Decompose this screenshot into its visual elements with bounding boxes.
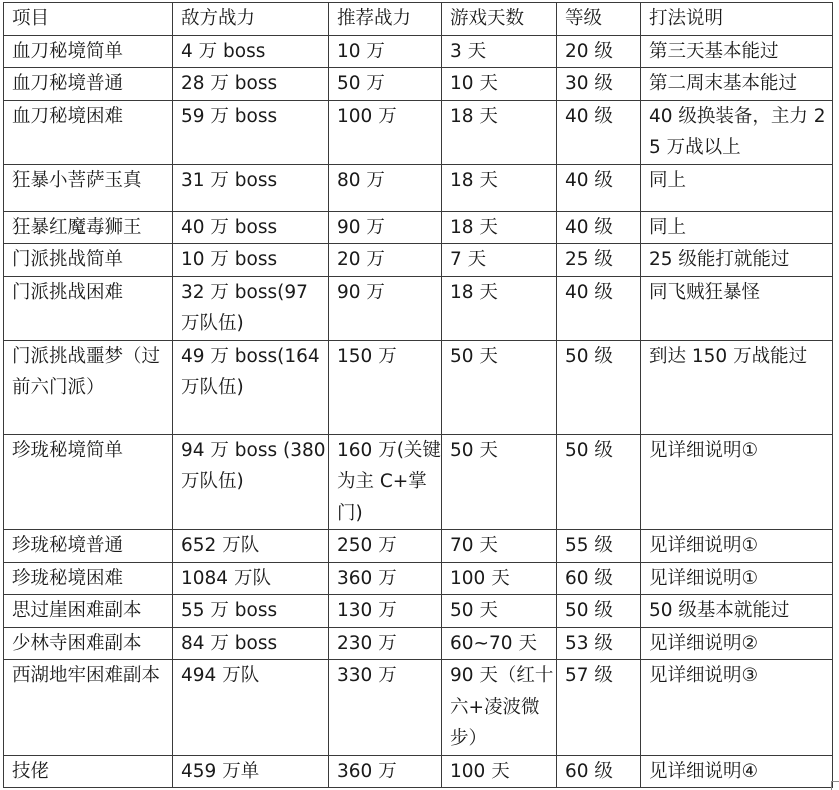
cell-strategy: 同上: [641, 164, 833, 211]
cell-game-days: 50 天: [442, 434, 557, 530]
cell-level: 50 级: [557, 595, 641, 628]
cell-recommended-power: 130 万: [329, 595, 442, 628]
cell-item: 技佬: [4, 755, 173, 788]
cell-game-days: 18 天: [442, 100, 557, 164]
table-row: [4, 755, 833, 788]
cell-strategy: 第二周末基本能过: [641, 68, 833, 101]
cell-enemy-power: 84 万 boss: [173, 627, 329, 660]
cell-strategy: 见详细说明①: [641, 530, 833, 563]
cell-enemy-power: 459 万单: [173, 755, 329, 788]
cell-item: 思过崖困难副本: [4, 595, 173, 628]
cell-level: 40 级: [557, 211, 641, 244]
cell-item: 门派挑战简单: [4, 244, 173, 277]
cell-strategy: 见详细说明④: [641, 755, 833, 788]
table-row: [4, 340, 833, 434]
cell-game-days: 18 天: [442, 211, 557, 244]
cell-enemy-power: 1084 万队: [173, 562, 329, 595]
cell-strategy: 见详细说明③: [641, 660, 833, 756]
cell-recommended-power: 150 万: [329, 340, 442, 434]
cell-strategy: 见详细说明①: [641, 434, 833, 530]
cell-enemy-power: 494 万队: [173, 660, 329, 756]
cell-item: 少林寺困难副本: [4, 627, 173, 660]
cell-enemy-power: 55 万 boss: [173, 595, 329, 628]
table-row: [4, 276, 833, 340]
cell-game-days: 7 天: [442, 244, 557, 277]
cell-game-days: 3 天: [442, 35, 557, 68]
cell-enemy-power: 49 万 boss(164 万队伍): [173, 340, 329, 434]
cell-game-days: 50 天: [442, 340, 557, 434]
cell-item: 血刀秘境简单: [4, 35, 173, 68]
cell-item: 西湖地牢困难副本: [4, 660, 173, 756]
cell-recommended-power: 10 万: [329, 35, 442, 68]
header-game-days: 游戏天数: [442, 3, 557, 36]
table-row: [4, 100, 833, 164]
cell-game-days: 90 天（红十六+凌波微步）: [442, 660, 557, 756]
cell-level: 20 级: [557, 35, 641, 68]
table-row: [4, 627, 833, 660]
cell-recommended-power: 250 万: [329, 530, 442, 563]
cell-strategy: 见详细说明②: [641, 627, 833, 660]
cell-recommended-power: 360 万: [329, 562, 442, 595]
header-recommended-power: 推荐战力: [329, 3, 442, 36]
cell-strategy: 到达 150 万战能过: [641, 340, 833, 434]
cell-item: 珍珑秘境困难: [4, 562, 173, 595]
table-row: [4, 35, 833, 68]
cell-game-days: 10 天: [442, 68, 557, 101]
cell-enemy-power: 10 万 boss: [173, 244, 329, 277]
table-row: [4, 164, 833, 211]
cell-game-days: 18 天: [442, 276, 557, 340]
table-row: [4, 562, 833, 595]
table-row: [4, 660, 833, 756]
cell-strategy: 第三天基本能过: [641, 35, 833, 68]
header-level: 等级: [557, 3, 641, 36]
cell-enemy-power: 32 万 boss(97 万队伍): [173, 276, 329, 340]
cell-game-days: 18 天: [442, 164, 557, 211]
cell-level: 40 级: [557, 100, 641, 164]
cell-item: 狂暴红魔毒狮王: [4, 211, 173, 244]
table-row: [4, 211, 833, 244]
cell-level: 60 级: [557, 755, 641, 788]
cell-strategy: 50 级基本就能过: [641, 595, 833, 628]
strategy-table: [3, 2, 833, 788]
cell-level: 50 级: [557, 434, 641, 530]
cell-item: 珍珑秘境简单: [4, 434, 173, 530]
cell-enemy-power: 28 万 boss: [173, 68, 329, 101]
cell-item: 门派挑战噩梦（过前六门派）: [4, 340, 173, 434]
cell-enemy-power: 4 万 boss: [173, 35, 329, 68]
cell-level: 40 级: [557, 164, 641, 211]
cell-level: 55 级: [557, 530, 641, 563]
cell-level: 40 级: [557, 276, 641, 340]
cell-game-days: 100 天: [442, 755, 557, 788]
cell-strategy: 25 级能打就能过: [641, 244, 833, 277]
cell-recommended-power: 160 万(关键为主 C+掌门): [329, 434, 442, 530]
cell-level: 53 级: [557, 627, 641, 660]
cell-level: 50 级: [557, 340, 641, 434]
cell-enemy-power: 40 万 boss: [173, 211, 329, 244]
header-enemy-power: 敌方战力: [173, 3, 329, 36]
cell-game-days: 100 天: [442, 562, 557, 595]
cell-enemy-power: 31 万 boss: [173, 164, 329, 211]
cell-item: 门派挑战困难: [4, 276, 173, 340]
cell-level: 60 级: [557, 562, 641, 595]
cell-game-days: 50 天: [442, 595, 557, 628]
table-row: [4, 530, 833, 563]
cell-strategy: 同上: [641, 211, 833, 244]
cell-recommended-power: 20 万: [329, 244, 442, 277]
table-row: [4, 244, 833, 277]
cell-recommended-power: 80 万: [329, 164, 442, 211]
header-strategy: 打法说明: [641, 3, 833, 36]
cell-level: 25 级: [557, 244, 641, 277]
table-row: [4, 68, 833, 101]
cell-recommended-power: 90 万: [329, 276, 442, 340]
cell-recommended-power: 50 万: [329, 68, 442, 101]
cell-game-days: 70 天: [442, 530, 557, 563]
cell-recommended-power: 330 万: [329, 660, 442, 756]
cell-item: 血刀秘境普通: [4, 68, 173, 101]
cell-strategy: 40 级换装备，主力 25 万战以上: [641, 100, 833, 164]
cell-item: 狂暴小菩萨玉真: [4, 164, 173, 211]
cell-enemy-power: 94 万 boss (380 万队伍): [173, 434, 329, 530]
cell-game-days: 60~70 天: [442, 627, 557, 660]
cell-recommended-power: 100 万: [329, 100, 442, 164]
cell-item: 血刀秘境困难: [4, 100, 173, 164]
cell-level: 57 级: [557, 660, 641, 756]
header-item: 项目: [4, 3, 173, 36]
cell-item: 珍珑秘境普通: [4, 530, 173, 563]
cell-strategy: 见详细说明①: [641, 562, 833, 595]
cell-recommended-power: 230 万: [329, 627, 442, 660]
cell-enemy-power: 59 万 boss: [173, 100, 329, 164]
cell-strategy: 同飞贼狂暴怪: [641, 276, 833, 340]
cell-level: 30 级: [557, 68, 641, 101]
table-row: [4, 434, 833, 530]
table-row: [4, 595, 833, 628]
cell-enemy-power: 652 万队: [173, 530, 329, 563]
cell-recommended-power: 360 万: [329, 755, 442, 788]
header-row: [4, 3, 833, 36]
cell-recommended-power: 90 万: [329, 211, 442, 244]
